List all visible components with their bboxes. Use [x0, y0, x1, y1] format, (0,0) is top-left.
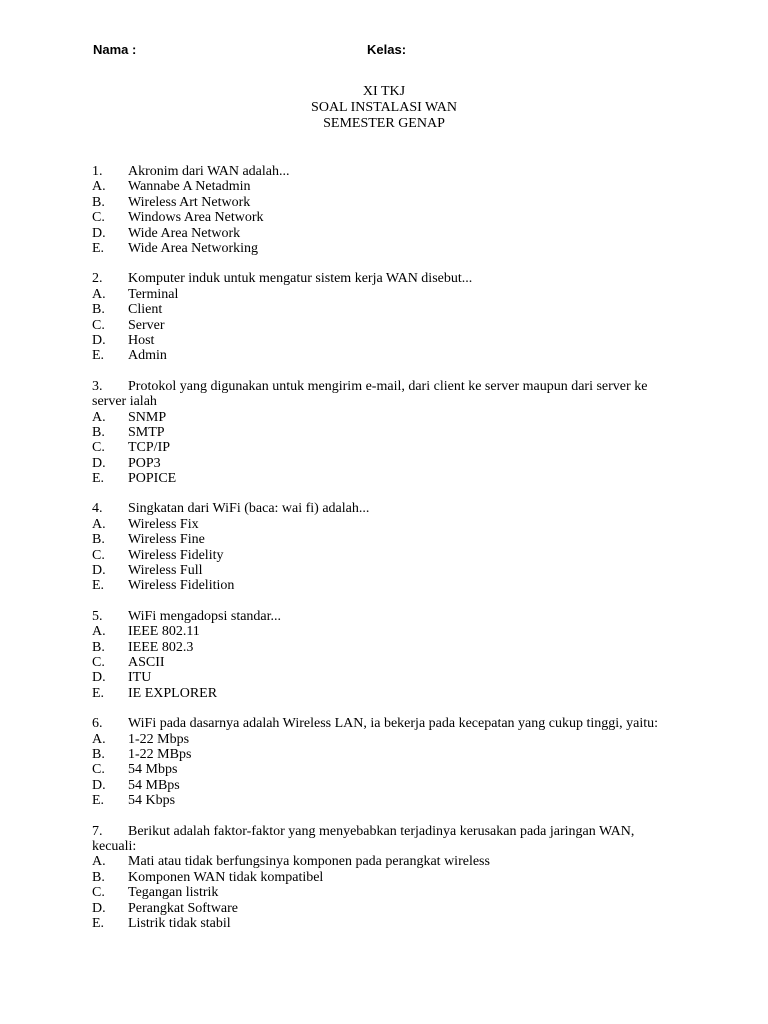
question-text: Berikut adalah faktor-faktor yang menyebabkan terjadinya kerusakan pada jaringan WAN, kecuali:	[92, 823, 635, 854]
answer-option	[92, 885, 692, 900]
document-title	[0, 84, 768, 132]
option-text: 54 MBps	[128, 777, 180, 793]
answer-option	[92, 179, 692, 194]
answer-option	[92, 870, 692, 885]
option-text: 1-22 MBps	[128, 747, 192, 762]
option-text: Wireless Fidelition	[128, 578, 235, 594]
answer-option	[92, 563, 692, 578]
answer-option	[92, 287, 692, 302]
option-label: C.	[92, 440, 105, 456]
option-text: Host	[128, 332, 155, 348]
option-text: Terminal	[128, 286, 179, 302]
answer-option	[92, 778, 692, 793]
option-label: A.	[92, 624, 106, 640]
option-label: B.	[92, 194, 105, 210]
option-text: 54 Mbps	[128, 762, 178, 778]
question-number: 2.	[92, 271, 103, 287]
option-text: Wireless Fine	[128, 532, 205, 548]
option-text: Wide Area Networking	[128, 240, 259, 256]
option-text: Wireless Fix	[128, 516, 199, 532]
question-block	[92, 609, 692, 701]
option-label: A.	[92, 516, 106, 532]
option-label: C.	[92, 317, 105, 333]
option-label: C.	[92, 762, 105, 778]
answer-option	[92, 793, 692, 808]
answer-option	[92, 333, 692, 348]
answer-option	[92, 670, 692, 685]
option-text: POP3	[128, 455, 161, 471]
question-number: 4.	[92, 501, 103, 517]
question-stem	[92, 609, 677, 624]
answer-option	[92, 302, 692, 317]
option-text: Mati atau tidak berfungsinya komponen pada perangkat wireless	[128, 854, 490, 870]
question-stem	[92, 379, 677, 410]
option-label: D.	[92, 563, 106, 579]
question-text: Komputer induk untuk mengatur sistem kerja WAN disebut...	[128, 271, 473, 287]
answer-option	[92, 456, 692, 471]
answer-option	[92, 548, 692, 563]
nama-label: Nama :	[93, 42, 137, 57]
answer-option	[92, 318, 692, 333]
option-label: A.	[92, 179, 106, 195]
option-label: A.	[92, 286, 106, 302]
answer-option	[92, 195, 692, 210]
option-text: Perangkat Software	[128, 900, 239, 916]
answer-option	[92, 686, 692, 701]
question-text: Protokol yang digunakan untuk mengirim e-mail, dari client ke server maupun dari server ke server ialah	[92, 378, 648, 410]
option-label: E.	[92, 578, 105, 594]
option-label: E.	[92, 793, 105, 809]
answer-option	[92, 348, 692, 363]
option-text: Listrik tidak stabil	[128, 915, 231, 931]
question-block	[92, 271, 692, 363]
option-label: D.	[92, 225, 106, 241]
option-text: Wannabe A Netadmin	[128, 179, 251, 195]
question-stem	[92, 501, 677, 516]
option-text: ITU	[128, 670, 152, 686]
answer-option	[92, 471, 692, 486]
question-number: 7.	[92, 823, 103, 839]
answer-option	[92, 854, 692, 869]
option-text: Wireless Full	[128, 563, 203, 579]
question-stem	[92, 824, 677, 855]
question-text: WiFi mengadopsi standar...	[128, 608, 282, 624]
option-text: Komponen WAN tidak kompatibel	[128, 869, 324, 885]
option-text: TCP/IP	[128, 440, 171, 456]
option-label: E.	[92, 240, 105, 256]
answer-option	[92, 901, 692, 916]
answer-option	[92, 916, 692, 931]
title-line-class: XI TKJ	[362, 84, 406, 99]
option-text: Wireless Fidelity	[128, 547, 224, 563]
option-text: Admin	[128, 348, 167, 364]
option-label: D.	[92, 455, 106, 471]
answer-option	[92, 425, 692, 440]
option-label: E.	[92, 915, 105, 931]
answer-option	[92, 440, 692, 455]
option-label: A.	[92, 731, 106, 747]
option-label: C.	[92, 655, 105, 671]
option-label: E.	[92, 685, 105, 701]
option-text: Windows Area Network	[128, 210, 264, 226]
option-label: C.	[92, 210, 105, 226]
option-text: POPICE	[128, 471, 177, 487]
option-label: B.	[92, 747, 105, 762]
answer-option	[92, 517, 692, 532]
question-stem	[92, 716, 677, 731]
option-label: B.	[92, 639, 105, 655]
answer-option	[92, 640, 692, 655]
option-text: IEEE 802.11	[128, 624, 200, 640]
answer-option	[92, 210, 692, 225]
answer-option	[92, 762, 692, 777]
option-text: Wide Area Network	[128, 225, 241, 241]
title-line-subject: SOAL INSTALASI WAN	[311, 100, 457, 115]
answer-option	[92, 747, 692, 762]
question-text: Singkatan dari WiFi (baca: wai fi) adalah...	[128, 501, 370, 517]
option-label: E.	[92, 348, 105, 364]
option-label: E.	[92, 471, 105, 487]
question-stem	[92, 164, 677, 179]
answer-option	[92, 624, 692, 639]
option-label: D.	[92, 777, 106, 793]
option-text: IE EXPLORER	[128, 685, 218, 701]
option-label: D.	[92, 670, 106, 686]
question-block	[92, 379, 692, 487]
question-stem	[92, 271, 677, 286]
question-number: 1.	[92, 164, 103, 179]
question-number: 5.	[92, 608, 103, 624]
option-label: B.	[92, 424, 105, 440]
option-label: D.	[92, 332, 106, 348]
option-text: SNMP	[128, 409, 167, 425]
question-list	[92, 164, 692, 946]
question-block	[92, 501, 692, 593]
answer-option	[92, 532, 692, 547]
question-block	[92, 824, 692, 932]
option-label: D.	[92, 900, 106, 916]
option-text: Wireless Art Network	[128, 194, 251, 210]
answer-option	[92, 732, 692, 747]
option-label: A.	[92, 409, 106, 425]
answer-option	[92, 578, 692, 593]
question-block	[92, 164, 692, 256]
option-text: ASCII	[128, 655, 165, 671]
option-text: SMTP	[128, 424, 165, 440]
option-text: 54 Kbps	[128, 793, 176, 809]
option-text: Client	[128, 302, 163, 318]
option-label: A.	[92, 854, 106, 870]
question-text: WiFi pada dasarnya adalah Wireless LAN, ia bekerja pada kecepatan yang cukup tinggi, yaitu:	[128, 716, 659, 732]
answer-option	[92, 226, 692, 241]
option-text: Tegangan listrik	[128, 885, 219, 901]
option-text: Server	[128, 317, 165, 333]
question-text: Akronim dari WAN adalah...	[128, 164, 290, 179]
option-label: B.	[92, 532, 105, 548]
answer-option	[92, 655, 692, 670]
option-text: 1-22 Mbps	[128, 731, 190, 747]
answer-option	[92, 241, 692, 256]
option-label: B.	[92, 302, 105, 318]
answer-option	[92, 410, 692, 425]
option-label: B.	[92, 869, 105, 885]
option-label: C.	[92, 885, 105, 901]
kelas-label: Kelas:	[367, 42, 407, 57]
title-line-semester: SEMESTER GENAP	[323, 116, 445, 131]
option-label: C.	[92, 547, 105, 563]
option-text: IEEE 802.3	[128, 639, 194, 655]
question-block	[92, 716, 692, 808]
question-number: 3.	[92, 378, 103, 394]
question-number: 6.	[92, 716, 103, 732]
